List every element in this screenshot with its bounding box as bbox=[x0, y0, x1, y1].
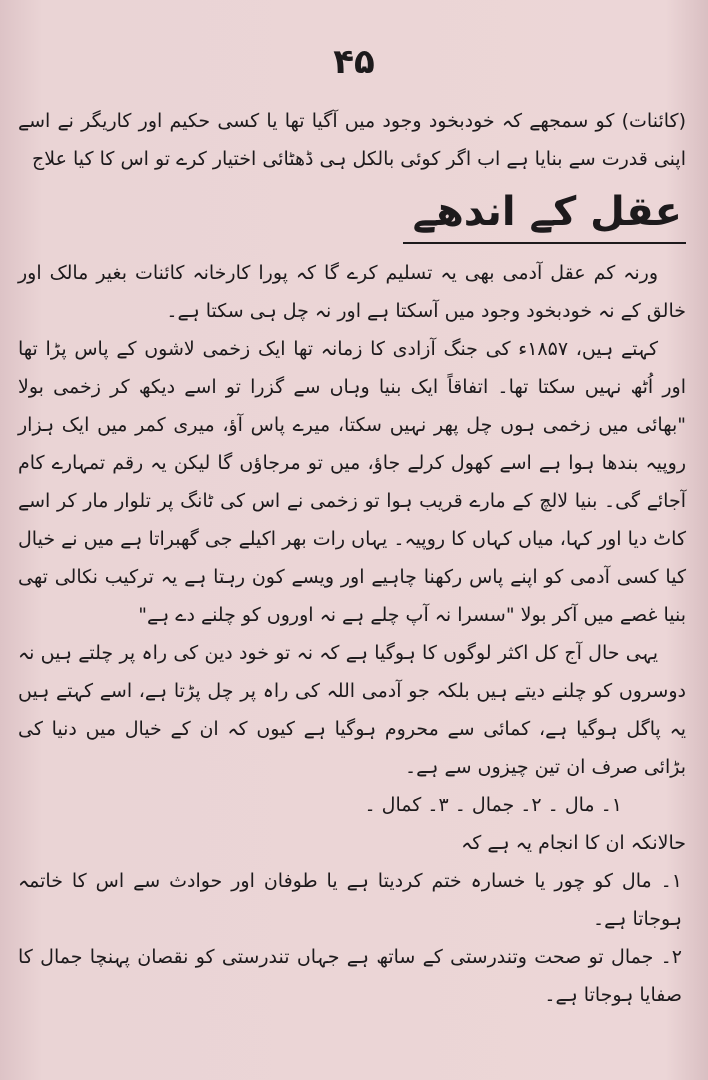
page-body bbox=[18, 102, 686, 1014]
page-number: ۴۵ bbox=[333, 42, 375, 82]
paragraph-3: یہی حال آج کل اکثر لوگوں کا ہوگیا ہے کہ نہ تو خود دین کی راہ پر چلتے ہیں نہ دوسروں کو چلنے دیتے ہیں بلکہ جو آدمی اللہ کی راہ پر چل پڑتا ہے، اسے کہتے ہیں یہ پاگل ہوگیا ہے، کمائی سے محروم ہوگیا ہے کیوں کہ ان کے خیال میں دنیا کی بڑائی صرف ان تین چیزوں سے ہے۔ bbox=[18, 642, 686, 778]
paragraph-1: ورنہ کم عقل آدمی بھی یہ تسلیم کرے گا کہ پورا کارخانہ کائنات بغیر مالک اور خالق کے نہ خودبخود وجود میں آسکتا ہے اور نہ چل ہی سکتا ہے۔ bbox=[18, 262, 686, 322]
intro-paragraph: (کائنات) کو سمجھے کہ خودبخود وجود میں آگیا تھا یا کسی حکیم اور کاریگر نے اسے اپنی قدرت سے بنایا ہے اب اگر کوئی بالکل ہی ڈھٹائی اختیار کرے تو اس کا کیا علاج bbox=[18, 110, 686, 170]
point-1: ۱۔ مال کو چور یا خسارہ ختم کردیتا ہے یا طوفان اور حوادث سے اس کا خاتمہ ہوجاتا ہے۔ bbox=[18, 870, 682, 930]
conclusion-intro: حالانکہ ان کا انجام یہ ہے کہ bbox=[461, 832, 686, 854]
heading-block bbox=[18, 178, 686, 254]
points-list bbox=[18, 862, 686, 1014]
point-2: ۲۔ جمال تو صحت وتندرستی کے ساتھ ہے جہاں تندرستی کو نقصان پہنچا جمال کا صفایا ہوجاتا ہے۔ bbox=[18, 946, 682, 1006]
paragraph-2: کہتے ہیں، ۱۸۵۷ء کی جنگ آزادی کا زمانہ تھا ایک زخمی لاشوں کے پاس پڑا تھا اور اُٹھ نہیں سکتا تھا۔ اتفاقاً ایک بنیا وہاں سے گزرا تو اسے دیکھ کر زخمی بولا "بھائی میں زخمی ہوں چل پھر نہیں سکتا، میرے پاس آؤ، میری کمر میں ایک ہزار روپیہ بندھا ہوا ہے اسے کھول کرلے جاؤ، میں تو مرجاؤں گا لیکن یہ رقم تمہارے کام آجائے گی۔ بنیا لالچ کے مارے قریب ہوا تو زخمی نے اس کی ٹانگ پر تلوار مار کر اسے کاٹ دیا اور کہا، میاں کہاں کا روپیہ۔ یہاں رات بھر اکیلے جی گھبراتا ہے میں نے خیال کیا کسی آدمی کو اپنے پاس رکھنا چاہیے اور ویسے کون رہتا ہے یہ ترکیب نکالی تھی بنیا غصے میں آکر بولا "سسرا نہ آپ چلے ہے نہ اوروں کو چلنے دے ہے" bbox=[18, 338, 686, 626]
items-line: ۱۔ مال ۔ ۲۔ جمال ۔ ۳۔ کمال ۔ bbox=[364, 794, 622, 816]
items-list bbox=[18, 786, 686, 824]
section-heading: عقل کے اندھے bbox=[403, 184, 686, 244]
